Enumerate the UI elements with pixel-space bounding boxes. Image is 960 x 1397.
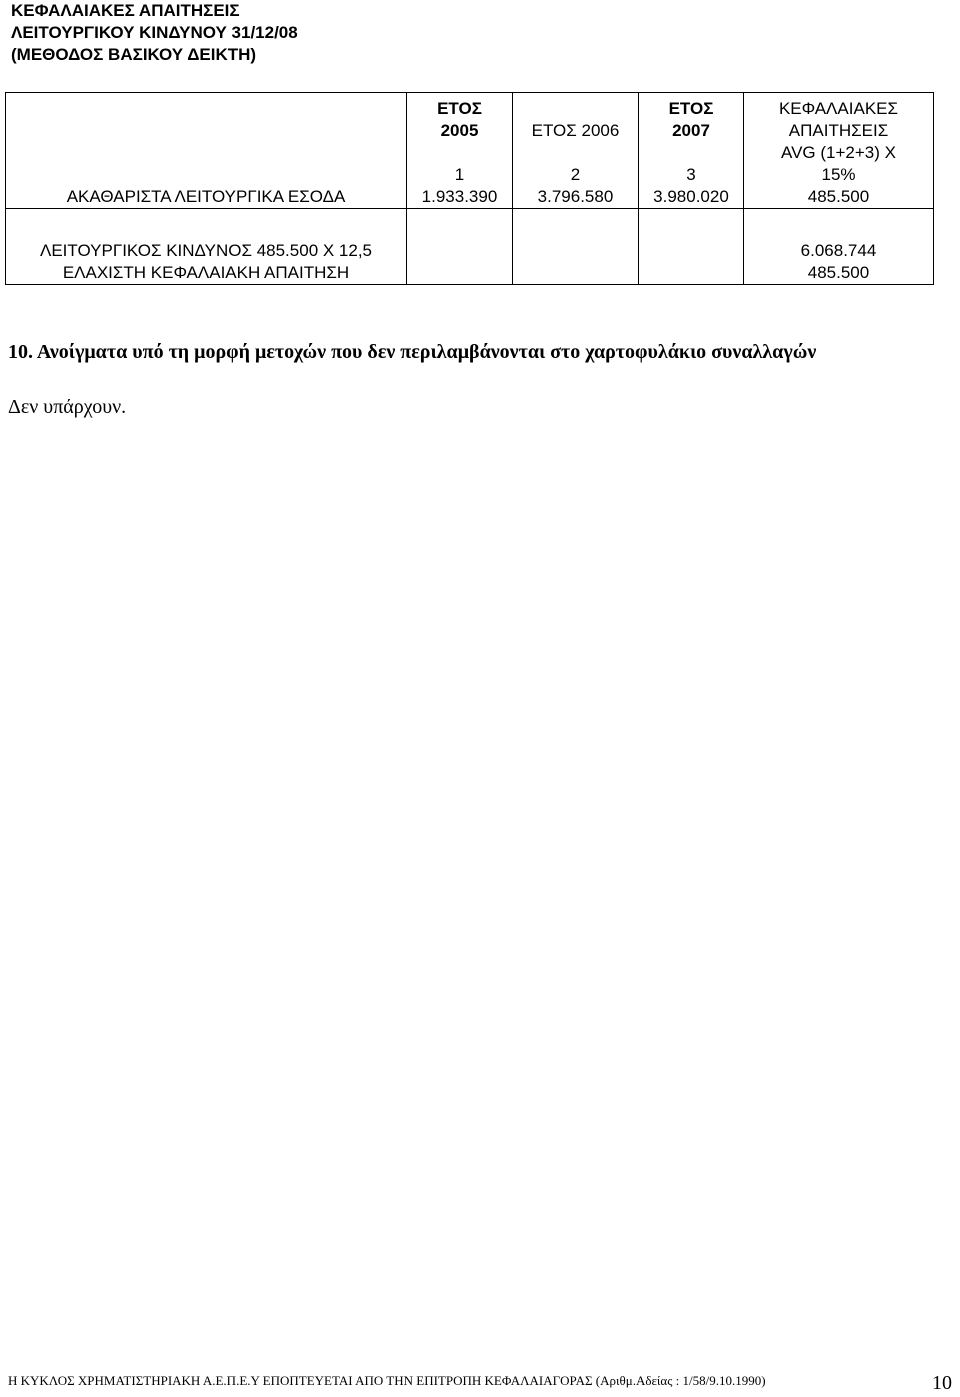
capital-head-1: ΚΕΦΑΛΑΙΑΚΕΣ	[778, 99, 899, 118]
spacer	[639, 142, 743, 164]
year-2007-head-1: ΕΤΟΣ	[668, 99, 714, 118]
empty-cell	[639, 209, 744, 285]
table-row	[6, 209, 934, 285]
page-footer: Η ΚΥΚΛΟΣ ΧΡΗΜΑΤΙΣΤΗΡΙΑΚΗ Α.Ε.Π.Ε.Υ ΕΠΟΠΤΕΥΕΤΑΙ ΑΠΟ ΤΗΝ ΕΠΙΤΡΟΠΗ ΚΕΦΑΛΑΙΑΓΟΡΑΣ (Αριθμ.Αδείας : 1/58/9.10.1990)	[8, 1373, 766, 1388]
gross-income-label: ΑΚΑΘΑΡΙΣΤΑ ΛΕΙΤΟΥΡΓΙΚΑ ΕΣΟΔΑ	[66, 187, 346, 206]
section-body: Δεν υπάρχουν.	[8, 396, 127, 418]
operational-risk-value: 6.068.744	[800, 241, 877, 260]
year-2005-value: 1.933.390	[421, 187, 498, 206]
title-line-1: ΚΕΦΑΛΑΙΑΚΕΣ ΑΠΑΙΤΗΣΕΙΣ	[11, 1, 240, 20]
year-2005-head-1: ΕΤΟΣ	[437, 99, 482, 118]
year-2005-head-2: 2005	[440, 121, 479, 140]
operational-risk-label-cell	[6, 209, 407, 285]
empty-cell	[513, 209, 639, 285]
year-2006-head: ΕΤΟΣ 2006	[531, 121, 620, 140]
title-line-2: ΛΕΙΤΟΥΡΓΙΚΟΥ ΚΙΝΔΥΝΟΥ 31/12/08	[11, 23, 298, 42]
minimum-capital-value: 485.500	[807, 263, 870, 282]
year-2006-value: 3.796.580	[537, 187, 614, 206]
capital-formula-2: 15%	[821, 165, 856, 184]
capital-formula-1: AVG (1+2+3) X	[781, 143, 896, 162]
spacer	[513, 98, 638, 120]
page-number: 10	[932, 1372, 952, 1394]
year-2007-index: 3	[686, 165, 696, 184]
year-2006-cell	[513, 93, 639, 209]
capital-value: 485.500	[807, 187, 870, 206]
year-2005-cell	[407, 93, 513, 209]
section-heading: 10. Ανοίγματα υπό τη μορφή μετοχών που δεν περιλαμβάνονται στο χαρτοφυλάκιο συναλλαγών	[8, 341, 817, 363]
table-row	[6, 93, 934, 209]
year-2007-head-2: 2007	[672, 121, 710, 140]
spacer	[513, 142, 638, 164]
document-title	[11, 0, 298, 66]
operational-risk-label: ΛΕΙΤΟΥΡΓΙΚΟΣ ΚΙΝΔΥΝΟΣ 485.500 X 12,5	[39, 241, 373, 260]
operational-risk-values-cell	[744, 209, 934, 285]
capital-head-2: ΑΠΑΙΤΗΣΕΙΣ	[788, 121, 889, 140]
year-2007-cell	[639, 93, 744, 209]
year-2006-index: 2	[570, 165, 581, 184]
spacer	[407, 142, 512, 164]
title-line-3: (ΜΕΘΟΔΟΣ ΒΑΣΙΚΟΥ ΔΕΙΚΤΗ)	[11, 45, 257, 64]
empty-cell	[407, 209, 513, 285]
year-2005-index: 1	[454, 165, 465, 184]
minimum-capital-label: ΕΛΑΧΙΣΤΗ ΚΕΦΑΛΑΙΑΚΗ ΑΠΑΙΤΗΣΗ	[62, 263, 350, 282]
year-2007-value: 3.980.020	[653, 187, 729, 206]
capital-requirement-cell	[744, 93, 934, 209]
capital-requirements-table	[5, 92, 934, 285]
gross-income-label-cell	[6, 93, 407, 209]
